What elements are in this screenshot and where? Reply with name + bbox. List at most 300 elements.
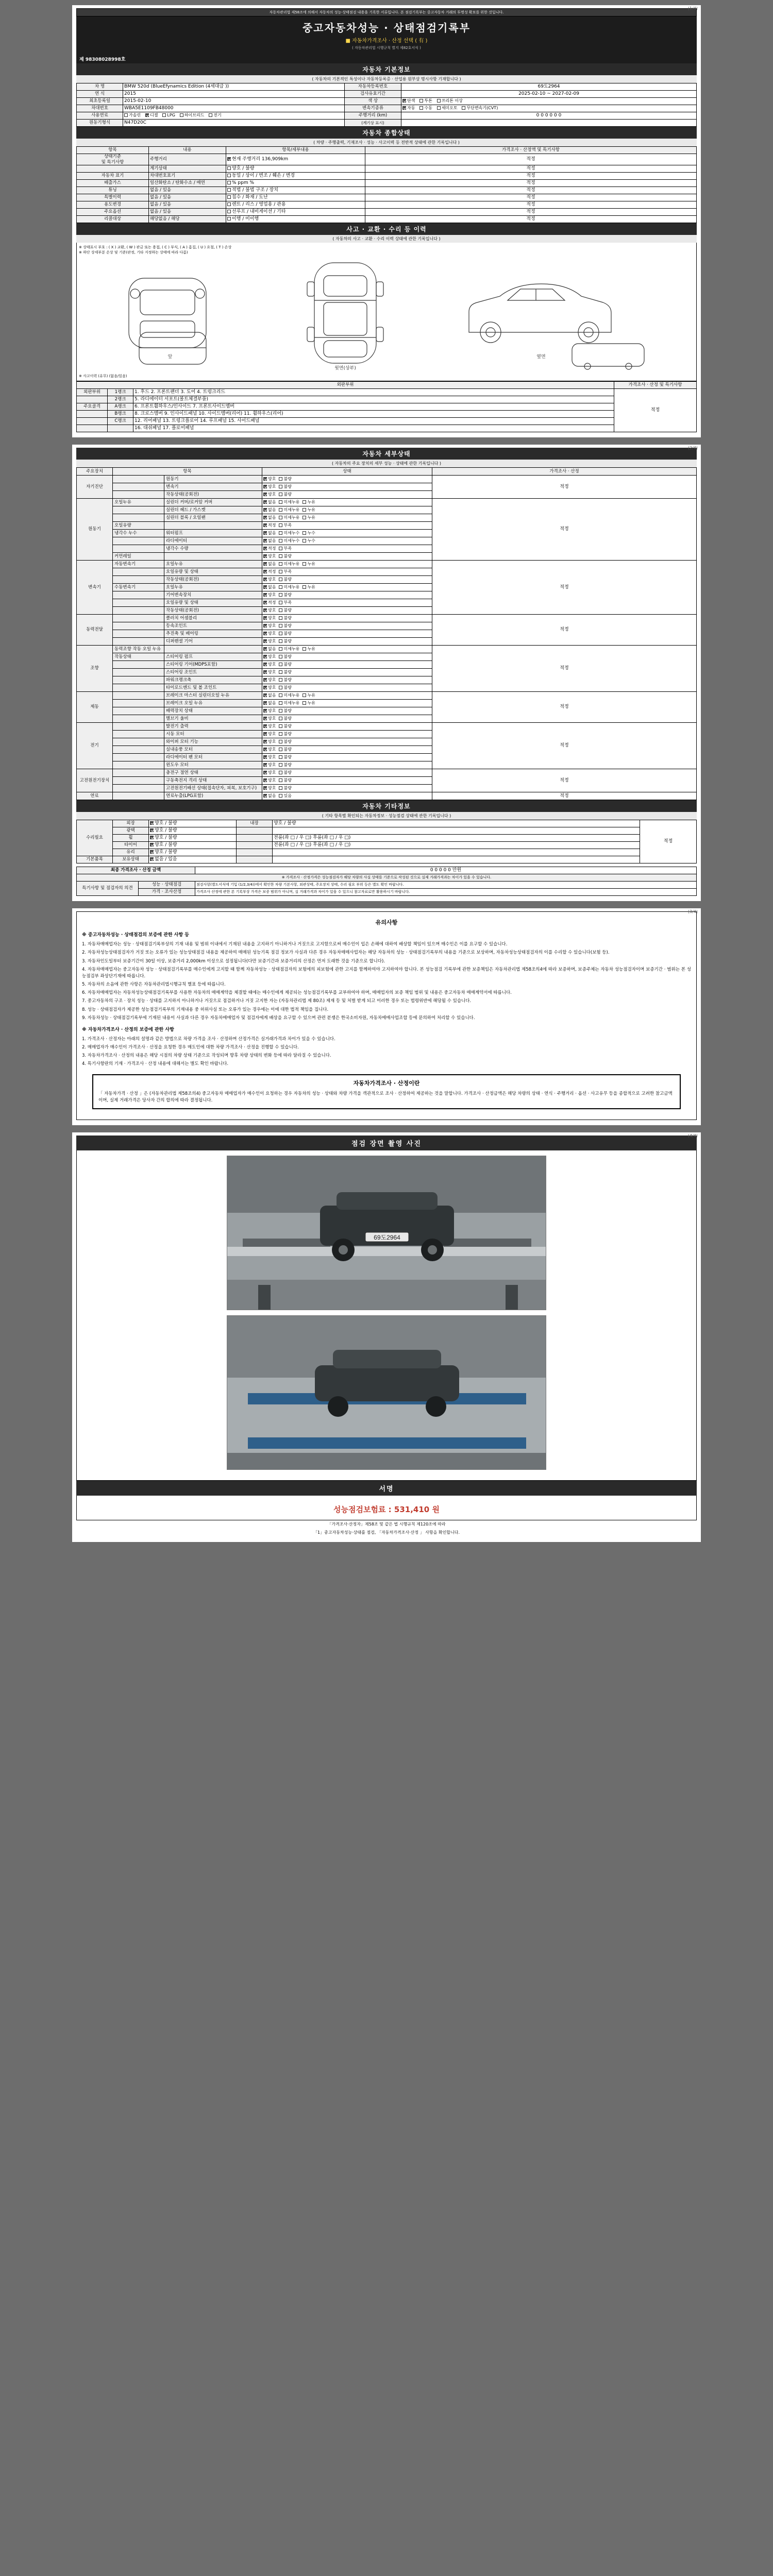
- checkbox-6-1-0[interactable]: [263, 732, 267, 736]
- overall-col-2: 항목/세부내용: [226, 147, 365, 154]
- detail-sub-0-1: [113, 483, 164, 491]
- checkbox-4-2-1[interactable]: [279, 663, 282, 666]
- checkbox-1-3-1[interactable]: [279, 523, 282, 527]
- overall-label-4: 튜닝: [77, 187, 149, 194]
- damage-rank-2: A랭크: [108, 403, 133, 411]
- detail-state-2-4[interactable]: 양호 불량: [262, 591, 432, 599]
- etc-state-5[interactable]: 없음 / 있음: [149, 856, 237, 863]
- checkbox-6-4-0[interactable]: [263, 755, 267, 759]
- overall-content-8[interactable]: 이행 / 미이행: [226, 216, 365, 223]
- checkbox-7-0-1[interactable]: [279, 771, 282, 774]
- table-row: [77, 425, 697, 432]
- detail-state-0-2[interactable]: 양호 불량: [262, 491, 432, 499]
- detail-state-2-0[interactable]: 없음 미세누유 누유: [262, 561, 432, 568]
- checkbox-1-0-0[interactable]: [263, 500, 267, 504]
- checkbox-8-0-1[interactable]: [279, 794, 282, 798]
- detail-state-8-0[interactable]: 없음 있음: [262, 792, 432, 800]
- checkbox-5-2-1[interactable]: [279, 709, 282, 713]
- overall-label-0: 상태기준 및 특기사항: [77, 154, 149, 165]
- checkbox-1-4-1[interactable]: [279, 531, 282, 535]
- checkbox-0-2-0[interactable]: [263, 493, 267, 496]
- checkbox-8-0-0[interactable]: [263, 794, 267, 798]
- detail-state-2-1[interactable]: 적정 부족: [262, 568, 432, 576]
- detail-sub-5-2: [113, 707, 164, 715]
- fuel-opt-3: 하이브리드: [184, 112, 205, 117]
- overall-label-2: 자동차 표기: [77, 173, 149, 180]
- detail-state-2-5[interactable]: 적정 부족: [262, 599, 432, 607]
- detail-sub-4-5: [113, 684, 164, 692]
- checkbox-6-1-1[interactable]: [279, 732, 282, 736]
- checkbox-5-1-2[interactable]: [303, 701, 306, 705]
- checkbox-0-0-0[interactable]: [263, 477, 267, 481]
- detail-state-5-2[interactable]: 양호 불량: [262, 707, 432, 715]
- detail-sub-5-3: [113, 715, 164, 723]
- detail-item-2-3: 오일누유: [164, 584, 262, 591]
- table-row: [77, 499, 697, 506]
- etc-item2-1: [237, 827, 273, 835]
- basic-value-0: BMW 520d (BlueEfynamics Edition (4세대급 )): [123, 83, 345, 91]
- detail-sub-1-3: 오일유량: [113, 522, 164, 530]
- detail-state-4-4[interactable]: 양호 불량: [262, 676, 432, 684]
- checkbox-4-0-1[interactable]: [279, 647, 282, 651]
- etc-state-2[interactable]: 양호 / 불량: [149, 835, 237, 842]
- checkbox-trans-semi[interactable]: [437, 106, 441, 110]
- checkbox-4-4-1[interactable]: [279, 678, 282, 682]
- checkbox-3-2-1[interactable]: [279, 632, 282, 635]
- basic-value2-0: 69도2964: [401, 83, 697, 91]
- overall-note-2: 적정: [365, 173, 697, 180]
- basic-label-2: 최초등록일: [77, 98, 123, 105]
- notice-item-1-7: 8. 성능 · 상태점검자가 제공한 성능점검기록부의 기재내용 중 허위사실 또는 오류가 있는 경우에는 이에 대한 법적 책임을 집니다.: [82, 1007, 329, 1012]
- detail-note-2: 적정: [432, 561, 697, 615]
- checkbox-0-1-0[interactable]: [263, 485, 267, 488]
- checkbox-5-0-2[interactable]: [303, 693, 306, 697]
- overall-col-1: 내용: [149, 147, 226, 154]
- checkbox-3-2-0[interactable]: [263, 632, 267, 635]
- color-options[interactable]: [401, 98, 697, 105]
- checkbox-6-4-1[interactable]: [279, 755, 282, 759]
- checkbox-2-2-0[interactable]: [263, 578, 267, 581]
- checkbox-overall-8[interactable]: [227, 217, 231, 221]
- checkbox-4-3-1[interactable]: [279, 670, 282, 674]
- etc-state2-0[interactable]: 양호 / 불량: [273, 820, 640, 827]
- detail-state-1-3[interactable]: 적정 부족: [262, 522, 432, 530]
- table-row: [77, 615, 697, 622]
- detail-item-7-0: 충전구 절연 상태: [164, 769, 262, 777]
- checkbox-2-0-2[interactable]: [303, 562, 306, 566]
- detail-state-1-0[interactable]: 없음 미세누유 누유: [262, 499, 432, 506]
- price-final-value: 0 0 0 0 0 만원: [195, 867, 697, 874]
- checkbox-3-3-1[interactable]: [279, 639, 282, 643]
- detail-state-1-2[interactable]: 없음 미세누유 누유: [262, 514, 432, 522]
- price-remark-text-1: 가격조사 산정에 관한 본 기록부상 가격은 보증 범위가 아니며, 실 거래가격과 차이가 있을 수 있으니 참고자료로만 활용하시기 바랍니다.: [195, 889, 697, 896]
- checkbox-4-2-0[interactable]: [263, 663, 267, 666]
- detail-state-7-0[interactable]: 양호 불량: [262, 769, 432, 777]
- fuel-options[interactable]: [123, 112, 345, 120]
- etc-state-3[interactable]: 양호 / 불량: [149, 842, 237, 849]
- etc-item2-4: [237, 849, 273, 856]
- detail-state-6-1[interactable]: 양호 불량: [262, 731, 432, 738]
- checkbox-6-3-1[interactable]: [279, 748, 282, 751]
- checkbox-2-5-0[interactable]: [263, 601, 267, 604]
- insurance-fee-label: 성능점검보험료 :: [333, 1504, 392, 1514]
- table-row: [77, 723, 697, 731]
- checkbox-2-5-1[interactable]: [279, 601, 282, 604]
- checkbox-1-4-2[interactable]: [303, 531, 306, 535]
- checkbox-2-3-1[interactable]: [279, 585, 282, 589]
- table-row: [77, 646, 697, 653]
- detail-item-0-0: 원동기: [164, 476, 262, 483]
- checkbox-6-2-0[interactable]: [263, 740, 267, 743]
- overall-content-4[interactable]: 적법 / 불법 구조 / 장치: [226, 187, 365, 194]
- detail-item-4-3: 스티어링 조인트: [164, 669, 262, 676]
- detail-state-1-7[interactable]: 양호 불량: [262, 553, 432, 561]
- checkbox-2-0-0[interactable]: [263, 562, 267, 566]
- detail-state-5-0[interactable]: 없음 미세누유 누유: [262, 692, 432, 700]
- table-row: [77, 418, 697, 425]
- checkbox-4-3-0[interactable]: [263, 670, 267, 674]
- checkbox-overall-3[interactable]: [227, 181, 231, 184]
- checkbox-overall-0[interactable]: [227, 157, 231, 161]
- price-remark-sub-1: 가격 · 조사산정: [139, 889, 195, 896]
- notice-item-1-8: 9. 자동차성능 · 상태점검기록부에 기재된 내용이 사실과 다른 경우 자동차매매업자 및 점검자에게 배상을 요구할 수 있으며 관련 분쟁은 한국소비자원, 자동차매매사업조합 등에 문의하여 처리할 수 있습니다.: [82, 1015, 475, 1021]
- checkbox-3-0-1[interactable]: [279, 616, 282, 620]
- svg-text:69도2964: 69도2964: [374, 1233, 400, 1241]
- checkbox-7-2-1[interactable]: [279, 786, 282, 790]
- table-row: [77, 173, 697, 180]
- checkbox-5-0-0[interactable]: [263, 693, 267, 697]
- detail-state-7-2[interactable]: 양호 불량: [262, 785, 432, 792]
- overall-item-6: 없음 / 있음: [149, 201, 226, 209]
- checkbox-overall-1[interactable]: [227, 166, 231, 170]
- detail-state-2-2[interactable]: 양호 불량: [262, 576, 432, 584]
- section-accident-title: 사고 · 교환 · 수리 등 이력: [76, 223, 697, 235]
- color-label: 색 상: [345, 98, 401, 105]
- checkbox-etc-4[interactable]: [150, 850, 154, 854]
- checkbox-2-6-0[interactable]: [263, 608, 267, 612]
- table-row: [77, 112, 697, 120]
- overall-content-3[interactable]: % ppm %: [226, 180, 365, 187]
- detail-sub-6-0: [113, 723, 164, 731]
- section-basic-title: 자동차 기본정보: [76, 63, 697, 75]
- checkbox-1-5-0[interactable]: [263, 539, 267, 543]
- detail-item-6-5: 윈도우 모터: [164, 761, 262, 769]
- price-definition-body: 「 자동차가격 · 산정 」은 (자동차관리법 제58조의4) 중고자동차 매매업자가 매수인이 요청하는 경우 자동차의 성능 · 상태와 차량 가격을 객관적으로 조사 · 산정하여 제공하는 것을 말합니다. 가격조사 · 산정금액은 해당 차량의 상태 · 연식 · 주행거리 · 옵션 · 사고유무 등을 종합적으로 고려한 참고금액이며, 실제 거래가격은 당사자 간의 합의에 따라 결정됩니다.: [98, 1091, 673, 1103]
- damage-rank-table: [76, 381, 697, 432]
- table-row: [77, 476, 697, 483]
- detail-state-6-4[interactable]: 양호 불량: [262, 754, 432, 761]
- checkbox-2-1-0[interactable]: [263, 570, 267, 573]
- notice-section-1-title: ※ 중고자동차성능 · 상태점검의 보증에 관한 사항 등: [82, 933, 189, 938]
- checkbox-1-0-2[interactable]: [303, 500, 306, 504]
- checkbox-color-solid[interactable]: [402, 99, 406, 103]
- detail-state-4-2[interactable]: 양호 불량: [262, 661, 432, 669]
- checkbox-1-1-1[interactable]: [279, 508, 282, 512]
- checkbox-6-5-0[interactable]: [263, 763, 267, 767]
- photo-1-graphic: [227, 1156, 546, 1310]
- detail-sub-1-7: 커먼레일: [113, 553, 164, 561]
- checkbox-1-3-0[interactable]: [263, 523, 267, 527]
- detail-state-0-1[interactable]: 양호 불량: [262, 483, 432, 491]
- checkbox-4-5-1[interactable]: [279, 686, 282, 689]
- footer-note-1: 「가격조사·산정자」제58조 및 같은 법 시행규칙 제120조에 따라: [327, 1521, 446, 1527]
- checkbox-2-3-0[interactable]: [263, 585, 267, 589]
- detail-sub-4-0: 동력조향 작동 오일 누유: [113, 646, 164, 653]
- etc-item-2: 휠: [113, 835, 149, 842]
- detail-sub-7-0: [113, 769, 164, 777]
- insurance-fee-value: 531,410 원: [394, 1504, 440, 1514]
- checkbox-overall-6[interactable]: [227, 202, 231, 206]
- fuel-opt-4: 전기: [213, 112, 222, 117]
- checkbox-fuel-lpg[interactable]: [162, 113, 166, 117]
- overall-content-1[interactable]: 양호 / 불량: [226, 165, 365, 173]
- overall-note-7: 적정: [365, 209, 697, 216]
- checkbox-4-5-0[interactable]: [263, 686, 267, 689]
- checkbox-color-three[interactable]: [437, 99, 441, 103]
- document-title-bar: [76, 16, 697, 55]
- checkbox-5-1-1[interactable]: [279, 701, 282, 705]
- table-row: [77, 867, 697, 874]
- table-row: [77, 403, 697, 411]
- detail-state-6-0[interactable]: 양호 불량: [262, 723, 432, 731]
- detail-state-6-3[interactable]: 양호 불량: [262, 746, 432, 754]
- checkbox-etc-2[interactable]: [150, 836, 154, 839]
- detail-state-6-2[interactable]: 양호 불량: [262, 738, 432, 746]
- checkbox-fuel-hybrid[interactable]: [180, 113, 183, 117]
- detail-state-3-2[interactable]: 양호 불량: [262, 630, 432, 638]
- checkbox-5-3-1[interactable]: [279, 717, 282, 720]
- checkbox-6-0-0[interactable]: [263, 724, 267, 728]
- notice-item-1-3: 4. 자동차매매업자는 중고자동차 성능 · 상태점검기록부를 매수인에게 고지할 때 함께 자동차성능 · 상태점검자의 보험에의 피보험에 관한 고지를 함께하여야 고지하여야 합니다. 본 성능점검 기록부에 관한 보증책임은 자동차관리법 제58조의4에 따라 보증하며, 보증주체는 자동차 성능점검자이며 보증기간 · 범위는 본 성능점검부 좌상단기재에 따릅니다.: [82, 967, 691, 979]
- detail-state-2-3[interactable]: 없음 미세누유 누유: [262, 584, 432, 591]
- dmg-col-head: 외판부위: [77, 382, 614, 389]
- detail-group-1: 원동기: [77, 499, 113, 561]
- detail-state-1-5[interactable]: 없음 미세누수 누수: [262, 537, 432, 545]
- checkbox-2-6-1[interactable]: [279, 608, 282, 612]
- checkbox-0-0-1[interactable]: [279, 477, 282, 481]
- detail-state-4-0[interactable]: 없음 미세누유 누유: [262, 646, 432, 653]
- detail-state-6-5[interactable]: 양호 불량: [262, 761, 432, 769]
- damage-parts-1: 5. 라디에이터 서포트(볼트체결부품): [133, 396, 614, 403]
- checkbox-3-0-0[interactable]: [263, 616, 267, 620]
- etc-state2-4[interactable]: [273, 849, 640, 856]
- checkbox-4-1-0[interactable]: [263, 655, 267, 658]
- checkbox-1-0-1[interactable]: [279, 500, 282, 504]
- checkbox-fuel-gasoline[interactable]: [124, 113, 128, 117]
- etc-item2-2: [237, 835, 273, 842]
- overall-content-5[interactable]: 침수 / 화재 / 도난: [226, 194, 365, 201]
- detail-state-5-3[interactable]: 양호 불량: [262, 715, 432, 723]
- detail-col-0: 주요장치: [77, 468, 113, 476]
- detail-state-7-1[interactable]: 양호 불량: [262, 777, 432, 785]
- detail-sub-8-0: [113, 792, 164, 800]
- checkbox-color-twotone[interactable]: [419, 99, 423, 103]
- etc-group-basic: 기본품목: [77, 856, 113, 863]
- detail-sub-3-3: [113, 638, 164, 646]
- detail-state-3-3[interactable]: 양호 불량: [262, 638, 432, 646]
- detail-state-4-3[interactable]: 양호 불량: [262, 669, 432, 676]
- etc-state-0[interactable]: 양호 / 불량: [149, 820, 237, 827]
- detail-note-6: 적정: [432, 723, 697, 769]
- checkbox-1-2-2[interactable]: [303, 516, 306, 519]
- checkbox-7-1-0[interactable]: [263, 778, 267, 782]
- overall-label-6: 용도변경: [77, 201, 149, 209]
- checkbox-trans-auto[interactable]: [402, 106, 406, 110]
- overall-note-0: 적정: [365, 154, 697, 165]
- detail-group-4: 조향: [77, 646, 113, 692]
- checkbox-6-5-1[interactable]: [279, 763, 282, 767]
- checkbox-7-0-0[interactable]: [263, 771, 267, 774]
- checkbox-6-3-0[interactable]: [263, 748, 267, 751]
- checkbox-etc-0[interactable]: [150, 821, 154, 825]
- checkbox-overall-7[interactable]: [227, 210, 231, 213]
- notice-item-2-3: 4. 특기사항란의 기재 · 가격조사 · 산정 내용에 대해서는 별도 확인 바랍니다.: [82, 1061, 229, 1067]
- mileage-units: (계기상 표시): [345, 120, 401, 127]
- etc-state2-2[interactable]: 전륜(좌 □ / 우 □) 후륜(좌 □ / 우 □): [273, 835, 640, 842]
- table-row: [77, 820, 697, 827]
- checkbox-4-0-2[interactable]: [303, 647, 306, 651]
- detail-note-5: 적정: [432, 692, 697, 723]
- detail-state-4-1[interactable]: 양호 불량: [262, 653, 432, 661]
- price-remark-label: 특기사항 및 점검자의 의견: [77, 882, 139, 896]
- overall-content-2[interactable]: 동일 / 상이 / 변조 / 훼손 / 변경: [226, 173, 365, 180]
- checkbox-2-3-2[interactable]: [303, 585, 306, 589]
- svg-text:윗면(상부): 윗면(상부): [334, 366, 356, 371]
- damage-group-3: [77, 411, 108, 418]
- detail-state-5-1[interactable]: 없음 미세누유 누유: [262, 700, 432, 707]
- checkbox-fuel-diesel[interactable]: [145, 113, 149, 117]
- detail-note-7: 적정: [432, 769, 697, 792]
- checkbox-etc-5[interactable]: [150, 857, 154, 861]
- table-row: [77, 842, 697, 849]
- checkbox-3-1-0[interactable]: [263, 624, 267, 628]
- basic-value-5: N47D20C: [123, 120, 345, 127]
- detail-item-6-3: 실내송풍 모터: [164, 746, 262, 754]
- checkbox-1-7-0[interactable]: [263, 554, 267, 558]
- checkbox-5-0-1[interactable]: [279, 693, 282, 697]
- checkbox-2-0-1[interactable]: [279, 562, 282, 566]
- svg-text:앞: 앞: [167, 354, 173, 360]
- detail-sub-1-2: [113, 514, 164, 522]
- notice-item-2-0: 1. 가격조사 · 산정자는 아래의 설명과 같은 방법으로 차량 가격을 조사 · 산정하며 산정가격은 실거래가격과 차이가 있을 수 있습니다.: [82, 1036, 335, 1042]
- detail-sub-6-1: [113, 731, 164, 738]
- table-row: [77, 874, 697, 882]
- etc-state-4[interactable]: 양호 / 불량: [149, 849, 237, 856]
- checkbox-1-1-2[interactable]: [303, 508, 306, 512]
- section-basic-subtitle: ( 자동차의 기본적인 특성이나 자동차등록증 · 산업용 원부상 명시사항 기재합니다 ): [76, 75, 697, 83]
- checkbox-5-3-0[interactable]: [263, 717, 267, 720]
- checkbox-1-2-0[interactable]: [263, 516, 267, 519]
- detail-state-1-1[interactable]: 없음 미세누유 누유: [262, 506, 432, 514]
- overall-item-8: 해당없음 / 해당: [149, 216, 226, 223]
- etc-state2-5[interactable]: [273, 856, 640, 863]
- notice-item-1-5: 6. 자동차매매업자는 자동차성능상태점검기록부를 사용한 자동차의 매매계약을 체결할 때에는 매수인에게 제공되는 성능점검기록부를 교부하여야 하며, 매매업자의 보증 책임 범위 및 내용은 중고자동차 매매계약서에 따릅니다.: [82, 990, 512, 996]
- table-row: [77, 98, 697, 105]
- checkbox-fuel-ev[interactable]: [209, 113, 212, 117]
- checkbox-overall-4[interactable]: [227, 188, 231, 192]
- checkbox-etc-3[interactable]: [150, 843, 154, 846]
- table-row: [77, 835, 697, 842]
- checkbox-3-3-0[interactable]: [263, 639, 267, 643]
- price-definition-title: 자동차가격조사 · 산정이란: [353, 1079, 420, 1087]
- inspection-photo-2: [227, 1315, 546, 1470]
- table-row: [77, 769, 697, 777]
- checkbox-overall-2[interactable]: [227, 174, 231, 177]
- detail-state-4-5[interactable]: 양호 불량: [262, 684, 432, 692]
- checkbox-7-1-1[interactable]: [279, 778, 282, 782]
- checkbox-2-2-1[interactable]: [279, 578, 282, 581]
- checkbox-etc-1[interactable]: [150, 828, 154, 832]
- detail-item-1-5: 라디에이터: [164, 537, 262, 545]
- detail-state-2-6[interactable]: 양호 불량: [262, 607, 432, 615]
- checkbox-2-4-1[interactable]: [279, 593, 282, 597]
- section-etc-title: 자동차 기타정보: [76, 800, 697, 812]
- detail-state-1-6[interactable]: 적정 부족: [262, 545, 432, 553]
- etc-state2-1[interactable]: [273, 827, 640, 835]
- checkbox-trans-manual[interactable]: [419, 106, 423, 110]
- checkbox-1-2-1[interactable]: [279, 516, 282, 519]
- detail-group-8: 연료: [77, 792, 113, 800]
- checkbox-1-7-1[interactable]: [279, 554, 282, 558]
- overall-content-0[interactable]: 현재 주행거리 136,909km: [226, 154, 365, 165]
- checkbox-trans-cvt[interactable]: [462, 106, 465, 110]
- checkbox-6-2-1[interactable]: [279, 740, 282, 743]
- checkbox-6-0-1[interactable]: [279, 724, 282, 728]
- checkbox-0-1-1[interactable]: [279, 485, 282, 488]
- detail-item-1-2: 실린더 블록 / 오일팬: [164, 514, 262, 522]
- etc-item-0: 외장: [113, 820, 149, 827]
- transmission-options[interactable]: [401, 105, 697, 112]
- checkbox-4-0-0[interactable]: [263, 647, 267, 651]
- checkbox-2-1-1[interactable]: [279, 570, 282, 573]
- checkbox-1-5-1[interactable]: [279, 539, 282, 543]
- etc-state-1[interactable]: 양호 / 불량: [149, 827, 237, 835]
- detail-state-3-0[interactable]: 양호 불량: [262, 615, 432, 622]
- checkbox-1-5-2[interactable]: [303, 539, 306, 543]
- notice-item-1-6: 7. 중고자동차의 구조 · 장치 성능 · 상태를 고지하지 아니하거나 거짓으로 점검하거나 거짓 고지한 자는 (자동차관리법 제 80조) 제재 등 및 처벌 받게 되고 이러한 경우 또는 법령위반에 해당될 수 있습니다.: [82, 998, 472, 1004]
- detail-state-3-1[interactable]: 양호 불량: [262, 622, 432, 630]
- page-3: [72, 908, 701, 1125]
- checkbox-0-2-1[interactable]: [279, 493, 282, 496]
- dmg-col-note: 가격조사 · 산정 및 특기사항: [614, 382, 697, 389]
- checkbox-3-1-1[interactable]: [279, 624, 282, 628]
- checkbox-7-2-0[interactable]: [263, 786, 267, 790]
- checkbox-5-1-0[interactable]: [263, 701, 267, 705]
- checkbox-4-4-0[interactable]: [263, 678, 267, 682]
- table-row: [77, 165, 697, 173]
- checkbox-overall-5[interactable]: [227, 195, 231, 199]
- page-tag-3: (3/4): [687, 909, 698, 914]
- detail-state-0-0[interactable]: 양호 불량: [262, 476, 432, 483]
- detail-sub-0-2: [113, 491, 164, 499]
- checkbox-1-6-0[interactable]: [263, 547, 267, 550]
- detail-item-2-0: 오일누유: [164, 561, 262, 568]
- damage-note: 적정: [614, 389, 697, 432]
- detail-item-8-0: 연료누출(LPG포함): [164, 792, 262, 800]
- etc-state2-3[interactable]: 전륜(좌 □ / 우 □) 후륜(좌 □ / 우 □): [273, 842, 640, 849]
- overall-content-6[interactable]: 렌트 / 리스 / 영업용 / 관용: [226, 201, 365, 209]
- checkbox-1-6-1[interactable]: [279, 547, 282, 550]
- checkbox-5-2-0[interactable]: [263, 709, 267, 713]
- checkbox-2-4-0[interactable]: [263, 593, 267, 597]
- checkbox-1-4-0[interactable]: [263, 531, 267, 535]
- detail-state-1-4[interactable]: 없음 미세누수 누수: [262, 530, 432, 537]
- photo-2-graphic: [227, 1316, 546, 1470]
- checkbox-1-1-0[interactable]: [263, 508, 267, 512]
- checkbox-4-1-1[interactable]: [279, 655, 282, 658]
- overall-content-7[interactable]: 선루프 / 내비게이션 / 기타: [226, 209, 365, 216]
- detail-sub-1-5: [113, 537, 164, 545]
